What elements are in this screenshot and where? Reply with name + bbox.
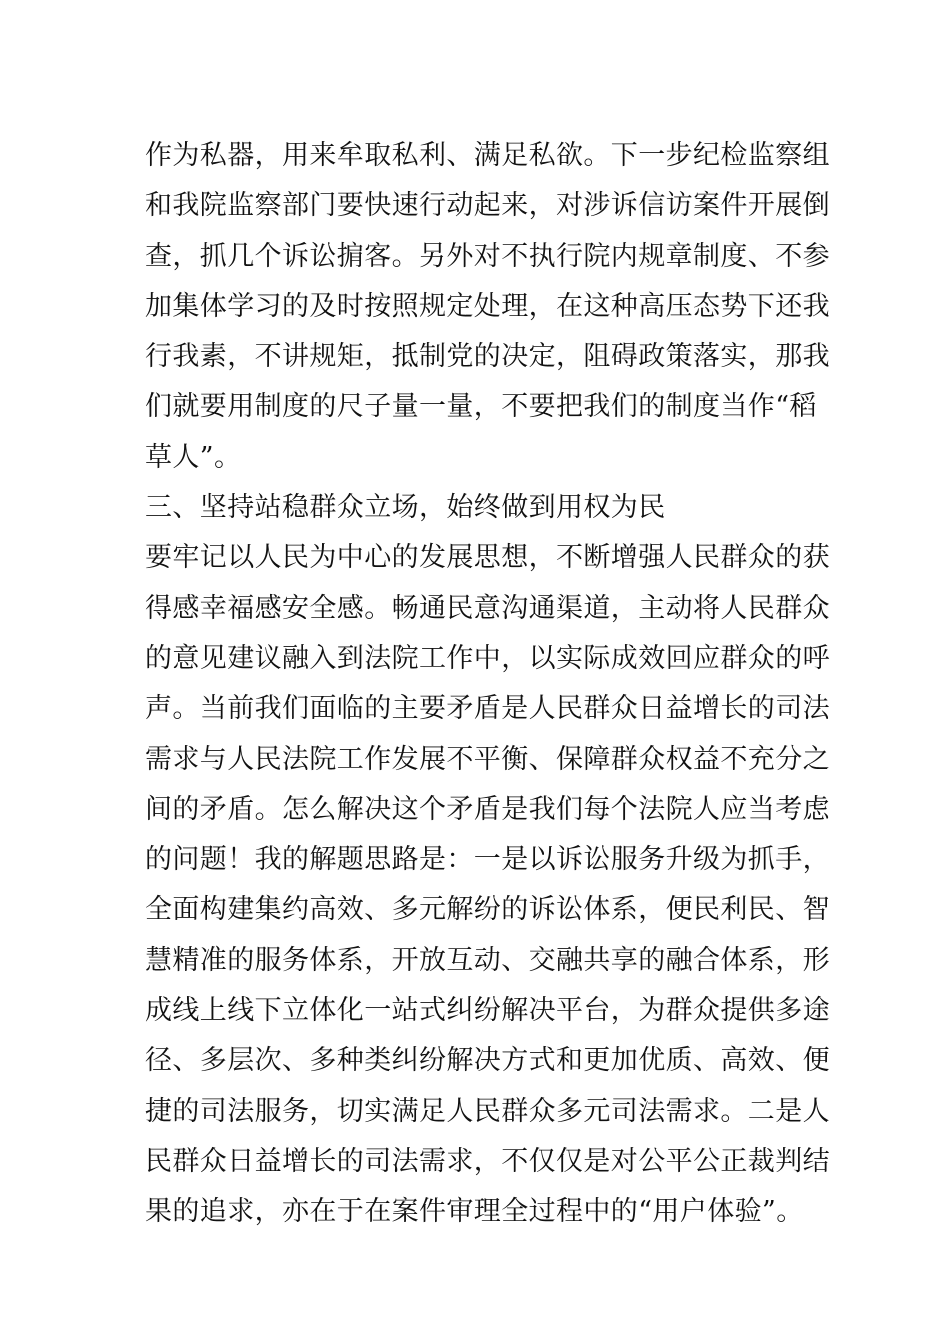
- text-line: 间的矛盾。怎么解决这个矛盾是我们每个法院人应当考虑: [145, 793, 830, 825]
- text-line: 草人”。: [145, 441, 242, 473]
- text-line: 的问题！我的解题思路是：一是以诉讼服务升级为抓手，: [145, 844, 830, 876]
- text-line: 加集体学习的及时按照规定处理，在这种高压态势下还我: [145, 290, 830, 322]
- text-line: 民群众日益增长的司法需求，不仅仅是对公平公正裁判结: [145, 1145, 830, 1177]
- text-line: 成线上线下立体化一站式纠纷解决平台，为群众提供多途: [145, 995, 830, 1027]
- text-line: 慧精准的服务体系，开放互动、交融共享的融合体系，形: [145, 944, 830, 976]
- text-line: 全面构建集约高效、多元解纷的诉讼体系，便民利民、智: [145, 894, 830, 926]
- document-body: [145, 131, 830, 1238]
- text-line: 和我院监察部门要快速行动起来，对涉诉信访案件开展倒: [145, 190, 830, 222]
- text-line: 捷的司法服务，切实满足人民群众多元司法需求。二是人: [145, 1095, 830, 1127]
- text-line: 需求与人民法院工作发展不平衡、保障群众权益不充分之: [145, 743, 830, 775]
- text-line: 声。当前我们面临的主要矛盾是人民群众日益增长的司法: [145, 693, 830, 725]
- text-line: 的意见建议融入到法院工作中，以实际成效回应群众的呼: [145, 642, 830, 674]
- text-line: 们就要用制度的尺子量一量，不要把我们的制度当作“稻: [145, 391, 817, 423]
- text-line: 果的追求，亦在于在案件审理全过程中的“用户体验”。: [145, 1196, 804, 1228]
- text-line: 作为私器，用来牟取私利、满足私欲。下一步纪检监察组: [145, 140, 830, 171]
- section-heading: 三、坚持站稳群众立场，始终做到用权为民: [145, 492, 666, 524]
- text-line: 行我素，不讲规矩，抵制党的决定，阻碍政策落实，那我: [145, 341, 830, 373]
- text-line: 查，抓几个诉讼掮客。另外对不执行院内规章制度、不参: [145, 240, 830, 272]
- text-line: 要牢记以人民为中心的发展思想，不断增强人民群众的获: [145, 542, 830, 574]
- text-line: 得感幸福感安全感。畅通民意沟通渠道，主动将人民群众: [145, 592, 830, 624]
- text-line: 径、多层次、多种类纠纷解决方式和更加优质、高效、便: [145, 1045, 830, 1077]
